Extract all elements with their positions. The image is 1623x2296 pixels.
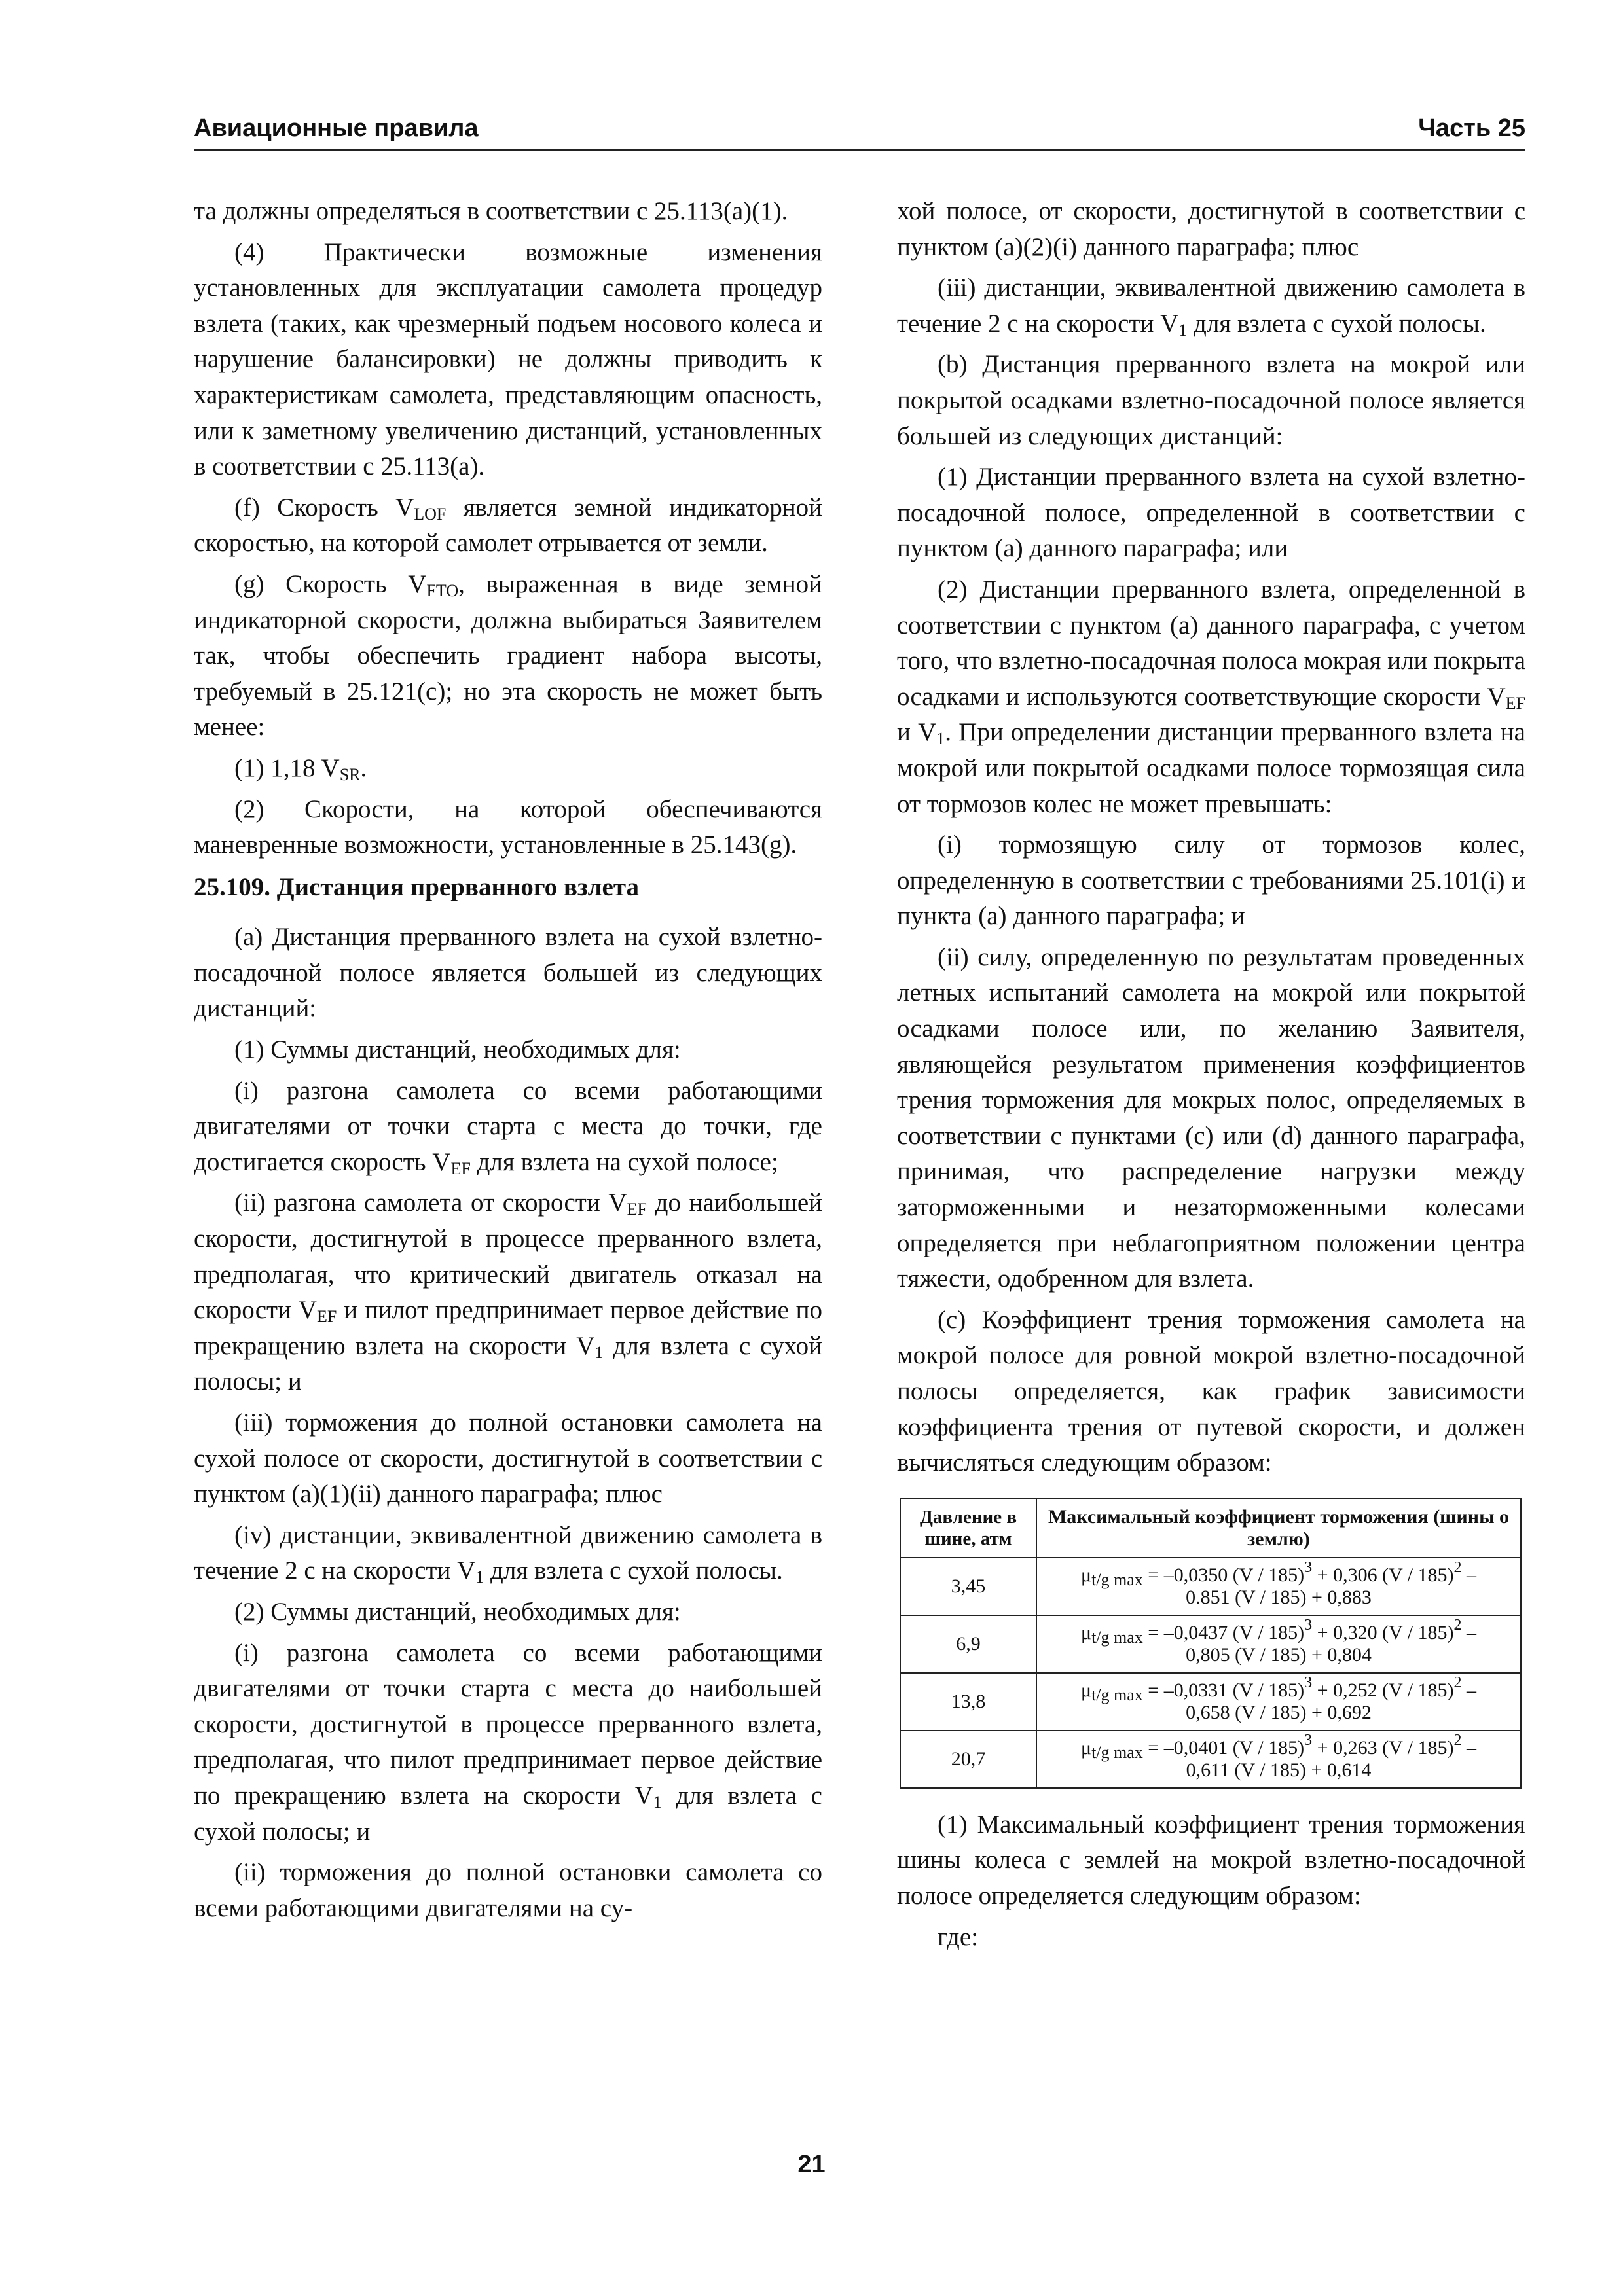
- paragraph: (ii) разгона самолета от скорости $V_{EF}$ до наибольшей скорости, достигнутой в процессе прерванного взлета, предполагая, что критический двигатель отказал на скорости $V_{EF}$ и пилот предпринимает первое действие по прекращению взлета на скорости $V_1$ для взлета с сухой полосы; и: [194, 1189, 822, 1396]
- formula-cell: $\mu_{t/g max} = -0,0331$ (V / 185)$^3$ + 0,252 (V / 185)$^2$ – 0,658 (V / 185) + 0,692: [1036, 1673, 1521, 1731]
- pressure-column-header: Давление в шине, атм: [900, 1499, 1036, 1558]
- formula-cell: $\mu_{t/g max} = -0,0350$ (V / 185)$^3$ + 0,306 (V / 185)$^2$ – 0.851 (V / 185) + 0,883: [1036, 1558, 1521, 1615]
- paragraph: (ii) торможения до полной остановки самолета со всеми работающими двигателями на су-: [194, 1858, 822, 1922]
- paragraph: (1) Суммы дистанций, необходимых для:: [234, 1035, 681, 1064]
- paragraph: (c) Коэффициент трения торможения самолета на мокрой полосе для ровной мокрой взлетно-посадочной полосы определяется, как график зависимости коэффициента трения от путевой скорости, и должен вычисляться следующим образом:: [897, 1305, 1525, 1477]
- paragraph: (a) Дистанция прерванного взлета на сухой взлетно-посадочной полосе является большей из следующих дистанций:: [194, 923, 822, 1023]
- table-row: [900, 1615, 1521, 1673]
- header-part: Часть 25: [1418, 115, 1525, 142]
- tire-pressure-cell: 3,45: [900, 1558, 1036, 1615]
- paragraph: (g) Скорость $V_{FTO}$, выраженная в виде земной индикаторной скорости, должна выбираться Заявителем так, чтобы обеспечить градиент набора высоты, требуемый в 25.121(c); но эта скорость не может быть менее:: [194, 569, 822, 742]
- paragraph: (1) 1,18 $V_{SR}$.: [234, 753, 367, 784]
- right-column: [897, 194, 1525, 1960]
- paragraph: (ii) силу, определенную по результатам проведенных летных испытаний самолета на мокрой или покрытой осадками полосе или, по желанию Заявителя, являющейся результатом применения коэффициентов трения торможения для мокрых полос, определяемых в соответствии с пунктами (c) или (d) данного параграфа, принимая, что распределение нагрузки между заторможенными и незаторможенными колесами определяется при неблагоприятном положении центра тяжести, одобренном для взлета.: [897, 942, 1525, 1293]
- coefficient-column-header: Максимальный коэффициент торможения (шины о землю): [1036, 1499, 1521, 1558]
- paragraph: (iv) дистанции, эквивалентной движению самолета в течение 2 с на скорости $V_1$ для взлета с сухой полосы.: [194, 1520, 822, 1587]
- table-header-row: [900, 1499, 1521, 1558]
- section-heading: 25.109. Дистанция прерванного взлета: [194, 872, 639, 901]
- paragraph: (1) Дистанции прерванного взлета на сухой взлетно-посадочной полосе, определенной в соответствии с пунктом (a) данного параграфа; или: [897, 463, 1525, 563]
- paragraph: (2) Скорости, на которой обеспечиваются маневренные возможности, установленные в 25.143(g).: [194, 795, 822, 859]
- paragraph: (iii) дистанции, эквивалентной движению самолета в течение 2 с на скорости $V_1$ для взлета с сухой полосы.: [897, 274, 1525, 340]
- tire-pressure-cell: 20,7: [900, 1731, 1036, 1788]
- page-number: 21: [797, 2151, 826, 2178]
- paragraph: (2) Дистанции прерванного взлета, определенной в соответствии с пунктом (a) данного параграфа, с учетом того, что взлетно-посадочная полоса мокрая или покрыта осадками и используются соответствующие скорости $V_{EF}$ и $V_1$. При определении дистанции прерванного взлета на мокрой или покрытой осадками полосе тормозящая сила от тормозов колес не может превышать:: [897, 575, 1525, 818]
- paragraph: где:: [938, 1922, 979, 1951]
- paragraph: (4) Практически возможные изменения установленных для эксплуатации самолета процедур взлета (таких, как чрезмерный подъем носового колеса и нарушение балансировки) не должны приводить к характеристикам самолета, представляющим опасность, или к заметному увеличению дистанций, установленных в соответствии с 25.113(a).: [194, 238, 822, 481]
- table-row: [900, 1558, 1521, 1615]
- paragraph: (f) Скорость $V_{LOF}$ является земной индикаторной скоростью, на которой самолет отрывается от земли.: [194, 493, 823, 558]
- paragraph: (2) Суммы дистанций, необходимых для:: [234, 1597, 681, 1626]
- paragraph: (i) разгона самолета со всеми работающими двигателями от точки старта с места до точки, где достигается скорость $V_{EF}$ для взлета на сухой полосе;: [194, 1076, 822, 1178]
- paragraph: (iii) торможения до полной остановки самолета на сухой полосе от скорости, достигнутой в соответствии с пунктом (a)(1)(ii) данного параграфа; плюс: [194, 1408, 822, 1509]
- tire-pressure-cell: 6,9: [900, 1615, 1036, 1673]
- formula-cell: $\mu_{t/g max} = -0,0401$ (V / 185)$^3$ + 0,263 (V / 185)$^2$ – 0,611 (V / 185) + 0,614: [1036, 1731, 1521, 1788]
- paragraph: (i) разгона самолета со всеми работающими двигателями от точки старта с места до наибольшей скорости, достигнутой в процессе прерванного взлета, предполагая, что пилот предпринимает первое действие по прекращению взлета на скорости $V_1$ для взлета с сухой полосы; и: [194, 1638, 822, 1846]
- formula-cell: $\mu_{t/g max} = -0,0437$ (V / 185)$^3$ + 0,320 (V / 185)$^2$ – 0,805 (V / 185) + 0,804: [1036, 1615, 1521, 1673]
- running-header: [194, 110, 1525, 151]
- left-column: [194, 194, 822, 1931]
- paragraph: (b) Дистанция прерванного взлета на мокрой или покрытой осадками взлетно-посадочной полосе является большей из следующих дистанций:: [897, 350, 1525, 450]
- paragraph: та должны определяться в соответствии с 25.113(a)(1).: [194, 197, 788, 225]
- tire-pressure-cell: 13,8: [900, 1673, 1036, 1731]
- table-row: [900, 1731, 1521, 1788]
- friction-coefficient-table: [900, 1498, 1522, 1789]
- paragraph: хой полосе, от скорости, достигнутой в соответствии с пунктом (a)(2)(i) данного параграфа; плюс: [897, 197, 1525, 261]
- header-title: Авиационные правила: [194, 115, 479, 142]
- paragraph: (i) тормозящую силу от тормозов колес, определенную в соответствии с требованиями 25.101(i) и пункта (a) данного параграфа; и: [897, 831, 1525, 931]
- table-row: [900, 1673, 1521, 1731]
- paragraph: (1) Максимальный коэффициент трения торможения шины колеса с землей на мокрой взлетно-посадочной полосе определяется следующим образом:: [897, 1810, 1525, 1910]
